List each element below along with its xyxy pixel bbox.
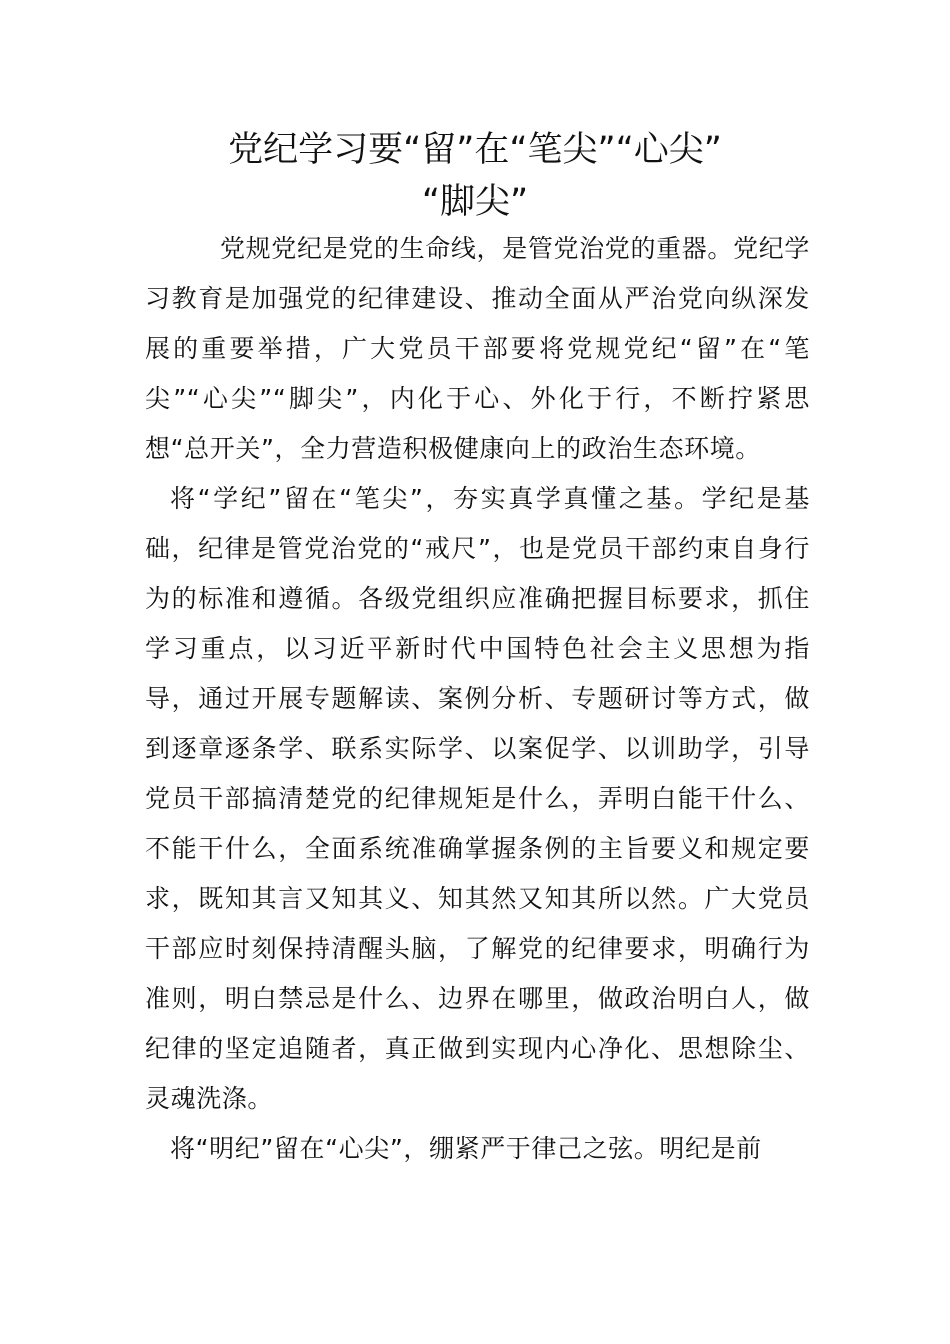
title-line-2: “脚尖” bbox=[421, 182, 529, 222]
title-line-1: 党纪学习要“留”在“笔尖”“心尖” bbox=[228, 130, 722, 170]
document-body bbox=[145, 224, 810, 1174]
paragraph-study-discipline: 将“学纪”留在“笔尖”，夯实真学真懂之基。学纪是基础，纪律是管党治党的“戒尺”，也是党员干部约束自身行为的标准和遵循。各级党组织应准确把握目标要求，抓住学习重点，以习近平新时代中国特色社会主义思想为指导，通过开展专题解读、案例分析、专题研讨等方式，做到逐章逐条学、联系实际学、以案促学、以训助学，引导党员干部搞清楚党的纪律规矩是什么，弄明白能干什么、不能干什么，全面系统准确掌握条例的主旨要义和规定要求，既知其言又知其义、知其然又知其所以然。广大党员干部应时刻保持清醒头脑，了解党的纪律要求，明确行为准则，明白禁忌是什么、边界在哪里，做政治明白人，做纪律的坚定追随者，真正做到实现内心净化、思想除尘、灵魂洗涤。 bbox=[145, 484, 810, 1113]
document-title bbox=[120, 124, 830, 228]
paragraph-understand-discipline: 将“明纪”留在“心尖”，绷紧严于律己之弦。明纪是前 bbox=[170, 1134, 762, 1163]
paragraph-intro: 党规党纪是党的生命线，是管党治党的重器。党纪学习教育是加强党的纪律建设、推动全面从严治党向纵深发展的重要举措，广大党员干部要将党规党纪“留”在“笔尖”“心尖”“脚尖”，内化于心、外化于行，不断拧紧思想“总开关”，全力营造积极健康向上的政治生态环境。 bbox=[145, 234, 810, 463]
